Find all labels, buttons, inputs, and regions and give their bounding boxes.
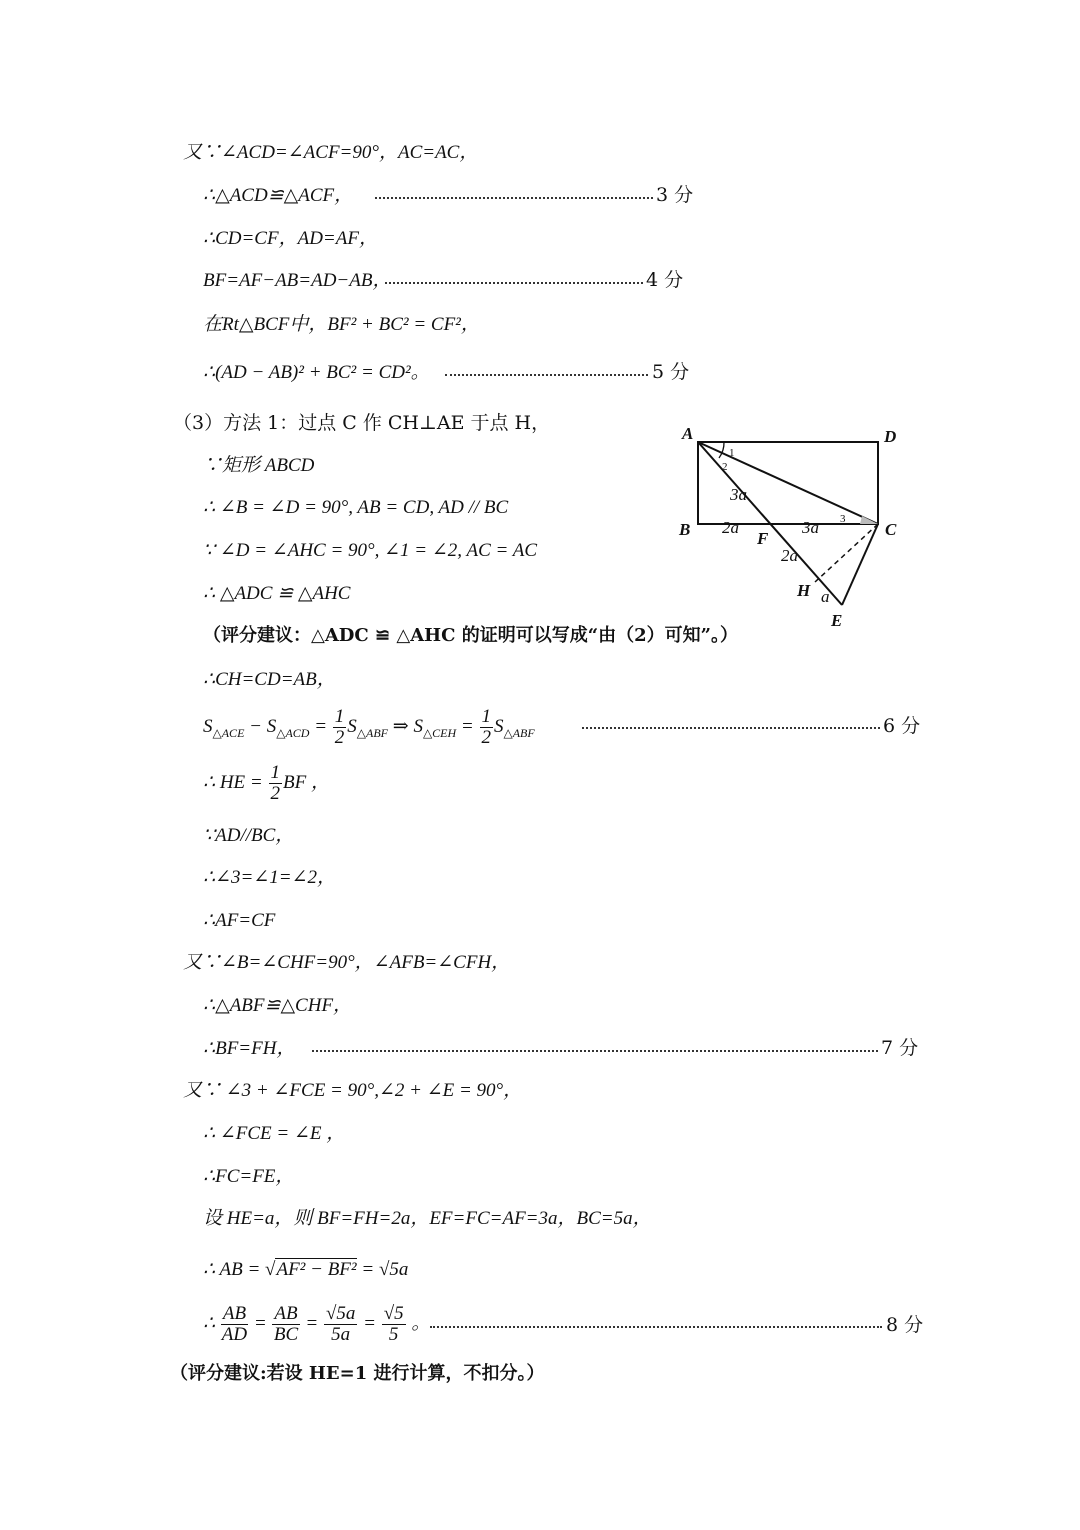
- area-subscript: △ACE: [212, 725, 245, 740]
- fraction-denominator: BC: [273, 1323, 299, 1345]
- proof-line-3: ∴CD=CF，AD=AF，: [203, 228, 378, 249]
- fraction-denominator: 2: [481, 726, 491, 748]
- he-label: ∴ HE =: [203, 771, 263, 793]
- segment-label: 3a: [802, 518, 819, 537]
- angle-3-shade: [860, 516, 878, 524]
- label-e: E: [831, 611, 843, 630]
- proof-line-1: 又∵∠ACD=∠ACF=90°，AC=AC，: [183, 142, 479, 163]
- dot-leader: [445, 374, 648, 376]
- proof-line-26: [203, 1260, 408, 1279]
- proof-line-9: ∴ ∠B = ∠D = 90°, AB = CD, AD // BC: [203, 497, 509, 518]
- area-subscript: △ABF: [503, 725, 535, 740]
- fraction-denominator: AD: [221, 1323, 248, 1345]
- implies-sign: ⇒: [392, 715, 409, 737]
- geometry-diagram: [660, 420, 920, 640]
- segment-label: 2a: [781, 546, 798, 565]
- label-a: A: [682, 424, 694, 443]
- label-h: H: [797, 581, 811, 600]
- label-c: C: [885, 520, 897, 539]
- ratio-equation: [203, 1304, 430, 1345]
- proof-line-19: 又∵∠B=∠CHF=90°，∠AFB=∠CFH，: [183, 952, 511, 973]
- fraction-numerator: 1: [270, 762, 280, 783]
- fraction-denominator: 5: [388, 1323, 399, 1345]
- proof-line-23: ∴ ∠FCE = ∠E ，: [203, 1123, 346, 1144]
- fraction-sqrt5-5: [382, 1304, 406, 1345]
- grading-note-1: （评分建议：△ADC ≌ △AHC 的证明可以写成“由（2）可知”。）: [203, 625, 738, 646]
- label-d: D: [884, 427, 897, 446]
- area-subscript: △ABF: [356, 725, 389, 740]
- sqrt-sign: √: [265, 1259, 276, 1280]
- equals-sign: =: [253, 1312, 267, 1334]
- proof-line-15: [203, 763, 330, 804]
- angle-arc: [719, 442, 724, 458]
- score-8: 8 分: [886, 1314, 924, 1336]
- numerator-value: 5a: [336, 1303, 356, 1324]
- minus-sign: −: [249, 715, 262, 737]
- fraction-sqrt5a-5a: [324, 1304, 357, 1345]
- equals-sign: =: [314, 715, 328, 737]
- label-b: B: [679, 520, 691, 539]
- fraction-half: [333, 707, 347, 748]
- area-term: S: [266, 715, 277, 737]
- fraction-half: [269, 763, 283, 804]
- dashed-ch: [815, 524, 878, 582]
- grading-note-2: （评分建议:若设 HE=1 进行计算，不扣分。）: [170, 1363, 545, 1384]
- proof-line-16: ∵AD//BC，: [203, 825, 295, 846]
- angle-2-label: 2: [722, 461, 728, 473]
- equals-sign: =: [361, 1259, 375, 1280]
- sqrt5a-term: 5a: [389, 1259, 409, 1280]
- proof-line-5: 在Rt△BCF中，BF² + BC² = CF²，: [203, 314, 480, 335]
- segment-label: 3a: [730, 485, 747, 504]
- proof-line-10: ∵ ∠D = ∠AHC = 90°, ∠1 = ∠2, AC = AC: [203, 540, 537, 561]
- line-ce: [842, 524, 878, 605]
- fraction-numerator: √5a: [325, 1303, 356, 1324]
- dot-leader: [375, 197, 653, 199]
- equals-sign: =: [460, 715, 474, 737]
- score-3: 3 分: [656, 184, 694, 206]
- fraction-numerator: AB: [222, 1303, 247, 1324]
- score-6: 6 分: [883, 715, 921, 737]
- fraction-numerator: 1: [334, 706, 345, 727]
- angle-3-label: 3: [840, 513, 846, 525]
- score-5: 5 分: [652, 361, 690, 383]
- proof-line-13: ∴CH=CD=AB，: [203, 669, 336, 690]
- proof-line-17: ∴∠3=∠1=∠2，: [203, 867, 336, 888]
- fraction-denominator: 2: [270, 782, 280, 804]
- diagonal-ac: [698, 442, 878, 524]
- proof-line-21: ∴BF=FH，: [203, 1038, 296, 1059]
- equals-sign: =: [363, 1312, 376, 1334]
- equals-sign: =: [305, 1312, 319, 1334]
- dot-leader: [430, 1326, 882, 1328]
- bf-term: BF ，: [283, 771, 330, 793]
- area-term: S: [413, 715, 423, 737]
- segment-label: a: [821, 587, 830, 606]
- area-term: S: [347, 715, 357, 737]
- fraction-ab-bc: [272, 1304, 299, 1345]
- area-subscript: △ACD: [276, 725, 310, 740]
- score-4: 4 分: [646, 269, 684, 291]
- fraction-numerator: √5: [383, 1303, 404, 1324]
- fraction-denominator: 2: [334, 726, 345, 748]
- area-term: S: [203, 715, 213, 737]
- therefore-sign: ∴: [203, 1312, 216, 1334]
- dot-leader: [582, 727, 880, 729]
- proof-line-8: ∵矩形 ABCD: [203, 455, 315, 476]
- proof-line-20: ∴△ABF≌△CHF，: [203, 995, 353, 1016]
- numerator-value: 5: [394, 1303, 404, 1324]
- proof-line-4: BF=AF−AB=AD−AB，: [203, 270, 392, 291]
- proof-line-18: ∴AF=CF: [203, 910, 276, 931]
- sqrt-sign: √: [378, 1259, 390, 1280]
- fraction-numerator: 1: [481, 706, 491, 727]
- dot-leader: [385, 282, 643, 284]
- proof-line-24: ∴FC=FE，: [203, 1166, 295, 1187]
- proof-line-2: ∴△ACD≌△ACF，: [203, 185, 354, 206]
- area-subscript: △CEH: [422, 725, 457, 740]
- proof-line-11: ∴ △ADC ≌ △AHC: [203, 583, 351, 604]
- fraction-numerator: AB: [274, 1303, 298, 1324]
- sqrt-radicand: AF² − BF²: [276, 1259, 357, 1280]
- fraction-denominator: 5a: [331, 1323, 351, 1345]
- ab-label: ∴ AB =: [203, 1259, 261, 1280]
- proof-line-6: ∴(AD − AB)² + BC² = CD²。: [203, 362, 430, 383]
- dot-leader: [312, 1050, 878, 1052]
- area-equation: [203, 707, 535, 748]
- proof-line-22: 又∵ ∠3 + ∠FCE = 90°,∠2 + ∠E = 90°，: [183, 1080, 523, 1101]
- score-7: 7 分: [881, 1037, 919, 1059]
- fraction-ab-ad: [221, 1304, 248, 1345]
- label-f: F: [757, 529, 769, 548]
- segment-label: 2a: [722, 518, 739, 537]
- area-term: S: [494, 715, 504, 737]
- period-mark: 。: [411, 1312, 431, 1334]
- proof-line-25: 设 HE=a，则 BF=FH=2a，EF=FC=AF=3a，BC=5a，: [203, 1208, 652, 1229]
- angle-1-label: 1: [729, 447, 735, 459]
- fraction-half: [480, 707, 494, 748]
- part3-heading: （3）方法 1：过点 C 作 CH⊥AE 于点 H，: [173, 412, 551, 434]
